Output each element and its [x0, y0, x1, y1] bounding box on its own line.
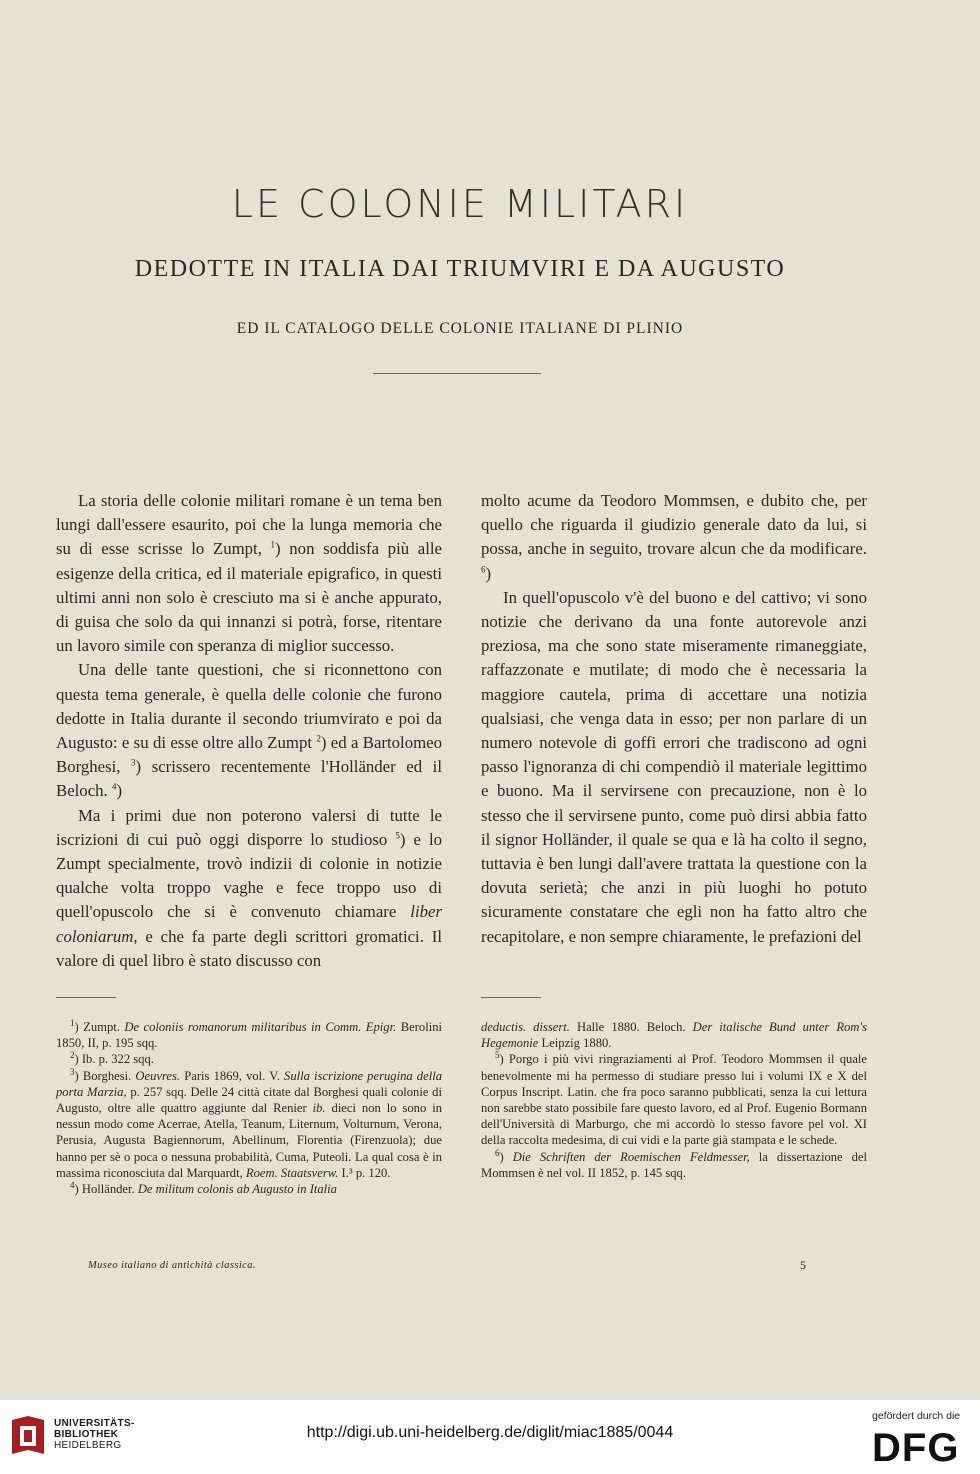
paragraph: molto acume da Teodoro Mommsen, e dubito che, per quello che riguarda il giudizio generale dato da lui, si possa, anche in seguito, trovare alcun che da modificare. $^6$) — [481, 491, 867, 583]
paragraph: In quell'opuscolo v'è del buono e del cattivo; vi sono notizie che derivano da una fonte autorevole anzi preziosa, ma che sono state miseramente rimaneggiate, raffazzonate e mutilate; di modo che è necessaria la maggiore cautela, prima di accettare una notizia qualsiasi, che venga data in esso; per non parlare di un numero notevole di goffi errori che tradiscono ad ogni passo l'ignoranza di chi compendiò il materiale legittimo e buono. Ma il servirsene con precauzione, non è lo stesso che il servirsene punto, come può dirsi abbia fatto il signor Holländer, il quale se qua e là ha colto il segno, tuttavia è ben lungi dall'avere trattata la questione con la dovuta serietà; che anzi in più luoghi ho potuto sicuramente constatare che egli non ha fatto altro che recapitolare, e non sempre chiaramente, le prefazioni del — [481, 587, 867, 946]
footnote-marker: 3 — [131, 757, 136, 768]
body-column-right — [481, 489, 867, 949]
footnote: $^6$) Die Schriften der Roemischen Feldmesser, la dissertazione del Mommsen è nel vol. II 1852, p. 145 sqq. — [481, 1147, 868, 1180]
footnote: $^3$) Borghesi. Oeuvres. Paris 1869, vol. V. Sulla iscrizione perugina della porta Marzia, p. 257 sqq. Delle 24 città citate dal Borghesi quali colonie di Augusto, oltre alle quattro aggiunte dal Renier ib. dieci non lo sono in nessun modo come Acerrae, Atella, Teanum, Liternum, Volturnum, Verona, Perusia, Augusta Bagiennorum, Abellinum, Florentia (Firenzuola); due hanno per sè o poca o nessuna probabilità, Cuma, Puteoli. La qual cosa è in massima riconosciuta dal Marquardt, Roem. Staatsverw. I.³ p. 120. — [56, 1066, 442, 1180]
footnote: $^5$) Porgo i più vivi ringraziamenti al Prof. Teodoro Mommsen il quale benevolmente mi ha permesso di studiare presso lui i volumi IX e X del Corpus Inscript. Latin. che fra poco saranno pubblicati, senza la cui lettura non sarebbe stato possibile fare questo lavoro, ed al Prof. Eugenio Bormann dell'Università di Marburgo, che mi accordò lo stesso favore pel vol. XI della raccolta medesima, di cui vidi e la parte già stampata e le schede. — [481, 1050, 868, 1148]
footnote-divider — [56, 997, 116, 998]
footnote-marker: 4 — [111, 781, 117, 792]
dfg-logo-icon: DFG — [872, 1426, 960, 1470]
footnote-marker: 2 — [316, 733, 321, 744]
footnotes-right — [481, 1019, 867, 1181]
page-number: 5 — [800, 1258, 806, 1272]
page-title: LE COLONIE MILITARI — [231, 182, 689, 226]
footnote: $^2$) Ib. p. 322 sqq. — [70, 1050, 154, 1067]
page-subtitle: DEDOTTE IN ITALIA DAI TRIUMVIRI E DA AUGUSTO — [134, 256, 786, 282]
running-footer: Museo italiano di antichità classica. — [88, 1260, 256, 1271]
viewer-footer — [0, 1400, 980, 1474]
page-subtitle-secondary: ED IL CATALOGO DELLE COLONIE ITALIANE DI PLINIO — [236, 320, 684, 337]
body-column-left — [56, 489, 442, 973]
footnote-marker: 6 — [481, 564, 486, 575]
paragraph: Una delle tante questioni, che si riconnettono con questa tema generale, è quella delle colonie che furono dedotte in Italia durante il secondo triumvirato e poi da Augusto: e su di esse oltre allo Zumpt $^2$) ed a Bartolomeo Borghesi, $^3$) scrissero recentemente l'Holländer ed il Beloch. $^4$) — [56, 660, 443, 801]
source-url-link[interactable]: http://digi.ub.uni-heidelberg.de/diglit/miac1885/0044 — [306, 1424, 674, 1441]
footnote: $^4$) Holländer. De militum colonis ab Augusto in Italia — [70, 1179, 337, 1197]
footnote-marker: 5 — [395, 830, 400, 841]
footnote-marker: 1 — [270, 539, 276, 550]
footnote-divider — [481, 997, 541, 998]
footnote: $^1$) Zumpt. De coloniis romanorum militaribus in Comm. Epigr. Berolini 1850, II, p. 195 sqq. — [56, 1017, 442, 1051]
footnotes-left — [56, 1019, 442, 1197]
footnote: deductis. dissert. Halle 1880. Beloch. Der italische Bund unter Rom's Hegemonie Leipzig 1880. — [481, 1020, 867, 1051]
paragraph: La storia delle colonie militari romane è un tema ben lungi dall'essere esaurito, poi che la lunga memoria che su di esse scrisse lo Zumpt, $^1$) non soddisfa più alle esigenze della critica, ed il materiale epigrafico, in questi ultimi anni non solo è cresciuto ma si è anche appurato, di guisa che solo da qui innanzi si potrà, forse, ritentare un lavoro simile con speranza di miglior successo. — [56, 491, 442, 656]
funder-caption: gefördert durch die — [872, 1410, 961, 1422]
paragraph: Ma i primi due non poterono valersi di tutte le iscrizioni di cui può oggi disporre lo studioso $^5$) e lo Zumpt specialmente, trovò indizii di colonie in notizie qualche volta troppo vaghe e fece troppo uso di quell'opuscolo che si è convenuto chiamare liber coloniarum, e che fa parte degli scrittori gromatici. Il valore di quel libro è stato discusso con — [56, 805, 442, 970]
university-library-name: UNIVERSITÄTS- BIBLIOTHEK HEIDELBERG — [54, 1418, 135, 1451]
title-divider — [373, 373, 541, 374]
